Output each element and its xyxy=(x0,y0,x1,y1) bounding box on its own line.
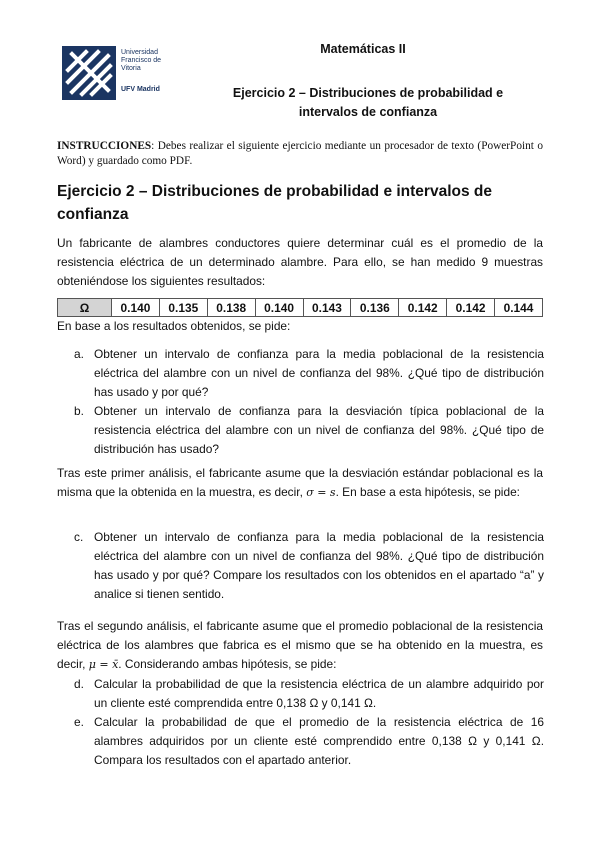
table-cell: 0.135 xyxy=(159,299,207,317)
para-text: . Considerando ambas hipótesis, se pide: xyxy=(118,657,337,671)
course-title: Matemáticas II xyxy=(320,42,406,56)
table-cell: 0.142 xyxy=(399,299,447,317)
math-expression: σ = s xyxy=(306,486,336,499)
table-cell: 0.140 xyxy=(255,299,303,317)
list-item xyxy=(74,402,544,459)
math-expression: μ = x̄ xyxy=(88,658,119,671)
ask-paragraph-1: En base a los resultados obtenidos, se pide: xyxy=(57,319,291,333)
table-header-cell: Ω xyxy=(58,299,112,317)
hypothesis-paragraph-2 xyxy=(57,617,543,674)
list-item-label: e. xyxy=(74,715,84,729)
list-item-text: Calcular la probabilidad de que la resistencia eléctrica de un alambre adquirido por un cliente esté comprendida entre 0,138 Ω y 0,141 Ω. xyxy=(94,677,544,710)
logo-campus: UFV Madrid xyxy=(121,86,160,93)
logo-wordmark: Universidad Francisco de Vitoria xyxy=(121,49,162,72)
instructions-text: : Debes realizar el siguiente ejercicio mediante un procesador de texto (PowerPoint o Word) y guardado como PDF. xyxy=(57,140,543,167)
question-list-3 xyxy=(74,675,544,770)
table-cell: 0.143 xyxy=(303,299,351,317)
para-text: . En base a esta hipótesis, se pide: xyxy=(335,485,520,499)
table-row xyxy=(58,299,543,317)
question-list-2 xyxy=(74,528,544,604)
resistance-table xyxy=(57,298,543,317)
table-cell: 0.138 xyxy=(207,299,255,317)
list-item xyxy=(74,675,544,713)
table-cell: 0.142 xyxy=(447,299,495,317)
table-cell: 0.140 xyxy=(112,299,160,317)
list-item-text: Obtener un intervalo de confianza para la media poblacional de la resistencia eléctrica del alambre con un nivel de confianza del 98%. ¿Qué tipo de distribución has usado y por qué? Compare los resultados con los obtenidos en el apartado “a” y analice si tienen sentido. xyxy=(94,530,544,601)
list-item xyxy=(74,345,544,402)
hypothesis-paragraph-1 xyxy=(57,464,543,502)
exercise-header: Ejercicio 2 – Distribuciones de probabilidad e intervalos de confianza xyxy=(232,86,504,119)
instructions-label: INSTRUCCIONES xyxy=(57,140,152,152)
list-item-text: Obtener un intervalo de confianza para la media poblacional de la resistencia eléctrica del alambre con un nivel de confianza del 98%. ¿Qué tipo de distribución has usado y por qué? xyxy=(94,347,544,399)
para-text: Tras este primer análisis, el fabricante asume que la desviación estándar poblacional es la misma que la obtenida en la muestra, es decir, xyxy=(57,466,543,499)
list-item xyxy=(74,528,544,604)
para-text: Tras el segundo análisis, el fabricante asume que el promedio poblacional de la resistencia eléctrica de los alambres que fabrica es el mismo que se ha obtenido en la muestra, es decir, xyxy=(57,619,543,671)
list-item-label: c. xyxy=(74,530,84,544)
instructions xyxy=(57,139,543,169)
exercise-title: Ejercicio 2 – Distribuciones de probabilidad e intervalos de confianza xyxy=(57,183,492,223)
list-item-label: b. xyxy=(74,404,84,418)
intro-paragraph: Un fabricante de alambres conductores quiere determinar cuál es el promedio de la resistencia eléctrica de un determinado alambre. Para ello, se han medido 9 muestras obteniéndose los siguientes resultados: xyxy=(57,236,543,288)
list-item-label: a. xyxy=(74,347,84,361)
question-list-1 xyxy=(74,345,544,459)
list-item-text: Calcular la probabilidad de que el promedio de la resistencia eléctrica de 16 alambres adquiridos por un cliente esté comprendido entre 0,138 Ω y 0,141 Ω. Compara los resultados con el apartado anterior. xyxy=(94,715,544,767)
list-item xyxy=(74,713,544,770)
table-cell: 0.144 xyxy=(495,299,543,317)
table-cell: 0.136 xyxy=(351,299,399,317)
list-item-label: d. xyxy=(74,677,84,691)
list-item-text: Obtener un intervalo de confianza para la desviación típica poblacional de la resistencia eléctrica del alambre con un nivel de confianza del 98%. ¿Qué tipo de distribución has usado? xyxy=(94,404,544,456)
